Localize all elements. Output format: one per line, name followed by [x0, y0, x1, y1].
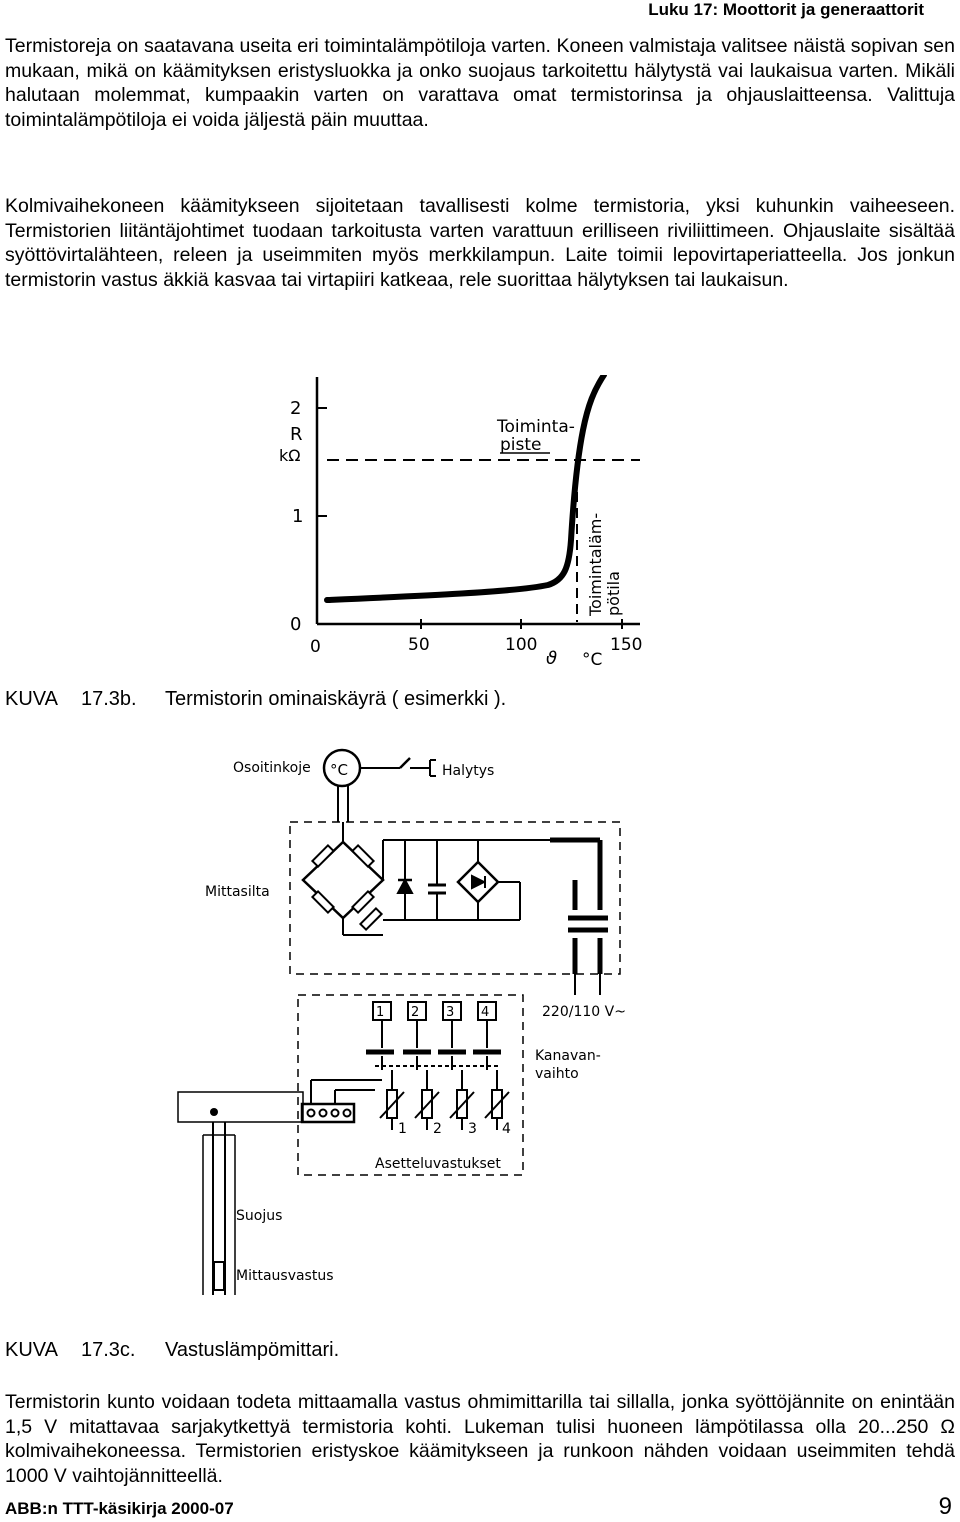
- chapter-header: Luku 17: Moottorit ja generaattorit: [648, 0, 924, 19]
- operating-temp-label-1: Toimintaläm-: [586, 512, 605, 616]
- resistor-num-4: 4: [502, 1121, 511, 1137]
- page-number: 9: [938, 1493, 952, 1520]
- label-mittasilta: Mittasilta: [205, 884, 270, 900]
- x-unit: °C: [582, 650, 603, 670]
- channel-3: 3: [446, 1005, 455, 1020]
- channel-selector-box: [298, 995, 523, 1175]
- label-mittausvastus: Mittausvastus: [236, 1268, 334, 1284]
- caption-number: 17.3c.: [81, 1339, 136, 1361]
- caption-label: KUVA: [5, 688, 58, 710]
- x-tick-0: 0: [310, 637, 321, 657]
- operating-point-label-1: Toiminta-: [497, 417, 575, 437]
- thermistor-curve: [327, 375, 604, 600]
- sensor-element: [214, 1262, 224, 1290]
- resistance-thermometer-figure: [170, 745, 650, 1295]
- y-tick-1: 1: [292, 506, 304, 527]
- caption-text: Termistorin ominaiskäyrä ( esimerkki ).: [165, 688, 507, 710]
- y-tick-2: 2: [290, 398, 302, 419]
- paragraph-2: Kolmivaihekoneen käämitykseen sijoitetaan tavallisesti kolme termistoria, yksi kuhunkin vaiheeseen. Termistorien liitäntäjohtimet tuodaan tarkoitusta varten varattuun erilliseen riviliittimeen. Ohjauslaite sisältää syöttövirtalähteen, releen ja useimmiten myös merkkilampun. Laite toimii lepovirtaperiatteella. Jos jonkun termistorin vastus äkkiä kasvaa tai virtapiiri katkeaa, rele suorittaa hälytyksen tai laukaisun.: [5, 195, 955, 291]
- label-osoitinkoje: Osoitinkoje: [233, 760, 311, 776]
- footer-handbook: ABB:n TTT-käsikirja 2000-07: [5, 1499, 234, 1518]
- channel-2: 2: [411, 1005, 420, 1020]
- channel-1: 1: [376, 1005, 385, 1020]
- operating-temp-label-2: pötila: [604, 571, 623, 616]
- bridge-diamond: [303, 842, 383, 918]
- terminal-block: [302, 1104, 354, 1122]
- label-asetteluvastukset: Asetteluvastukset: [375, 1156, 501, 1172]
- caption-number: 17.3b.: [81, 688, 137, 710]
- label-halytys: Halytys: [442, 763, 495, 779]
- caption-label: KUVA: [5, 1339, 58, 1361]
- channel-4: 4: [481, 1005, 490, 1020]
- y-tick-0: 0: [290, 614, 302, 635]
- x-tick-50: 50: [408, 635, 430, 655]
- resistor-num-1: 1: [398, 1121, 407, 1137]
- paragraph-1: Termistoreja on saatavana useita eri toimintalämpötiloja varten. Koneen valmistaja valitsee näistä sopivan sen mukaan, mikä on käämityksen eristysluokka ja onko suojaus tarkoitettu hälytystä vai laukaisua varten. Mikäli halutaan molemmat, kumpaakin varten on varattava omat termistorinsa ja ohjauslaitteensa. Valittuja toimintalämpötiloja ei voida jäljestä päin muuttaa.: [5, 35, 955, 131]
- y-unit-kohm: kΩ: [279, 446, 301, 465]
- resistor-num-2: 2: [433, 1121, 442, 1137]
- operating-point-label-2: piste: [500, 435, 542, 455]
- caption-17-3b: [5, 688, 506, 711]
- x-symbol-theta: ϑ: [546, 648, 558, 669]
- y-unit-r: R: [290, 424, 303, 445]
- label-supply: 220/110 V~: [542, 1004, 626, 1020]
- x-tick-150: 150: [610, 635, 643, 655]
- label-suojus: Suojus: [236, 1208, 283, 1224]
- label-kanavanvaihto-1: Kanavan-: [535, 1048, 601, 1064]
- resistor-num-3: 3: [468, 1121, 477, 1137]
- label-meter-unit: °C: [330, 761, 348, 779]
- probe-head: [178, 1092, 303, 1122]
- x-tick-100: 100: [505, 635, 538, 655]
- caption-17-3c: [5, 1339, 339, 1362]
- label-kanavanvaihto-2: vaihto: [535, 1066, 579, 1082]
- caption-text: Vastuslämpömittari.: [165, 1339, 340, 1361]
- thermistor-characteristic-figure: [270, 375, 670, 670]
- paragraph-3: Termistorin kunto voidaan todeta mittaamalla vastus ohmimittarilla tai sillalla, jonka syöttöjännite on enintään 1,5 V mitattavaa sarjakytkettyä termistoria kohti. Lukeman tulisi huoneen lämpötilassa olla 20...250 Ω kolmivaihekoneessa. Termistorien eristyskoe käämitykseen ja runkoon nähden voidaan useimmiten tehdä 1000 V vaihtojännitteellä.: [5, 1391, 955, 1487]
